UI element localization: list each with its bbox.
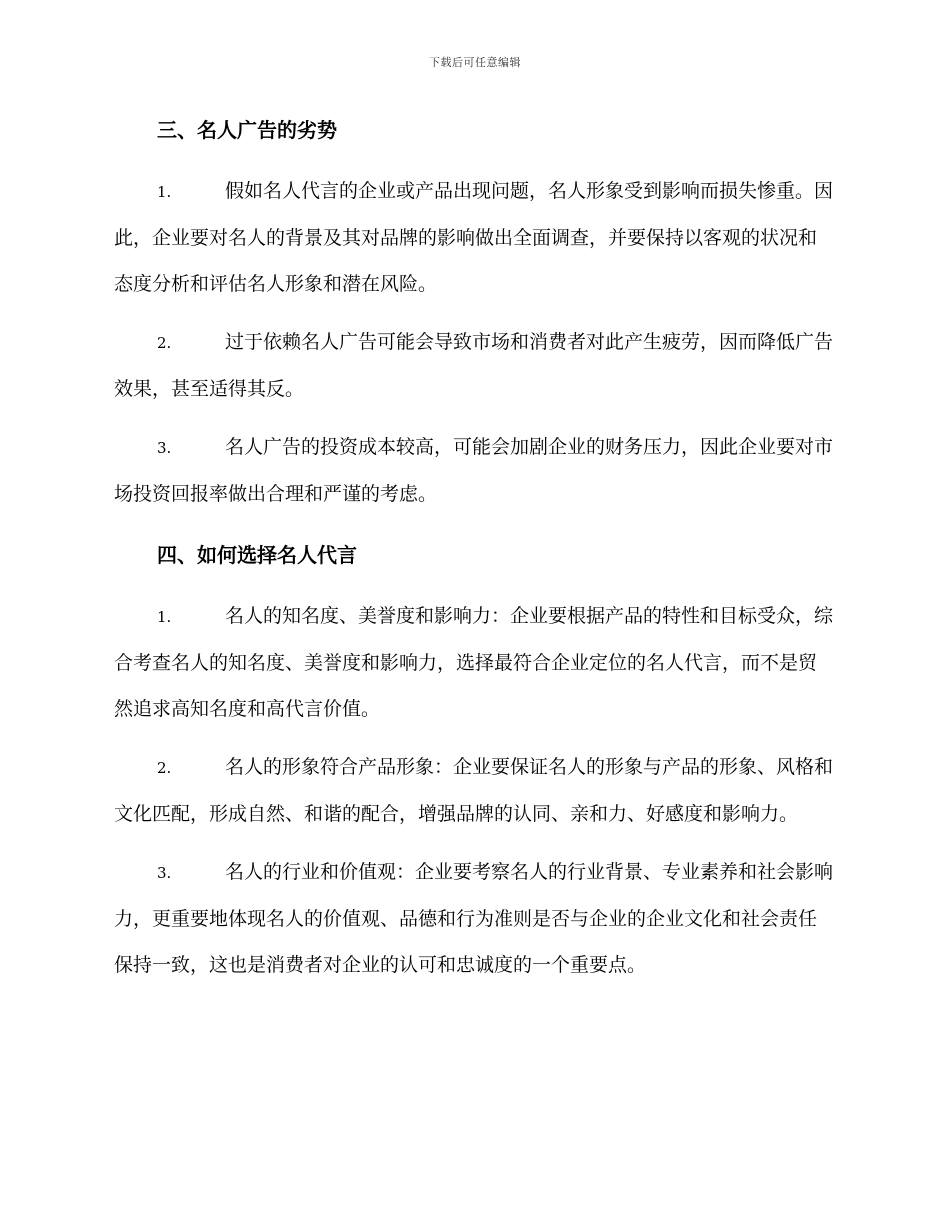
item-number: 1.: [157, 183, 172, 201]
item-text: 假如名人代言的企业或产品出现问题，名人形象受到影响而损失惨重。因此，企业要对名人的背景及其对品牌的影响做出全面调查，并要保持以客观的状况和态度分析和评估名人形象和潜在风险。: [114, 180, 834, 295]
item-text: 过于依赖名人广告可能会导致市场和消费者对此产生疲劳，因而降低广告效果，甚至适得其反。: [114, 331, 834, 400]
item-text: 名人广告的投资成本较高，可能会加剧企业的财务压力，因此企业要对市场投资回报率做出合理和严谨的考虑。: [114, 436, 834, 505]
section-disadvantages: [114, 112, 834, 517]
section-heading: 四、如何选择名人代言: [157, 543, 357, 567]
list-item: [114, 168, 834, 307]
page-header: 下载后可任意编辑: [429, 56, 521, 69]
list-item: [114, 424, 834, 517]
item-number: 3.: [157, 439, 172, 457]
list-item: [114, 849, 834, 988]
item-text: 名人的形象符合产品形象：企业要保证名人的形象与产品的形象、风格和文化匹配，形成自然、和谐的配合，增强品牌的认同、亲和力、好感度和影响力。: [114, 756, 834, 825]
document-body: [114, 112, 834, 988]
item-number: 1.: [157, 608, 172, 626]
item-number: 3.: [157, 864, 172, 882]
section-heading: 三、名人广告的劣势: [157, 118, 337, 142]
item-text: 名人的知名度、美誉度和影响力：企业要根据产品的特性和目标受众，综合考查名人的知名度、美誉度和影响力，选择最符合企业定位的名人代言，而不是贸然追求高知名度和高代言价值。: [114, 605, 834, 720]
section-how-to-choose: [114, 537, 834, 988]
item-number: 2.: [157, 334, 172, 352]
list-item: [114, 593, 834, 732]
list-item: [114, 319, 834, 412]
item-text: 名人的行业和价值观：企业要考察名人的行业背景、专业素养和社会影响力，更重要地体现名人的价值观、品德和行为准则是否与企业的企业文化和社会责任保持一致，这也是消费者对企业的认可和忠诚度的一个重要点。: [114, 861, 834, 976]
item-number: 2.: [157, 759, 172, 777]
list-item: [114, 744, 834, 837]
